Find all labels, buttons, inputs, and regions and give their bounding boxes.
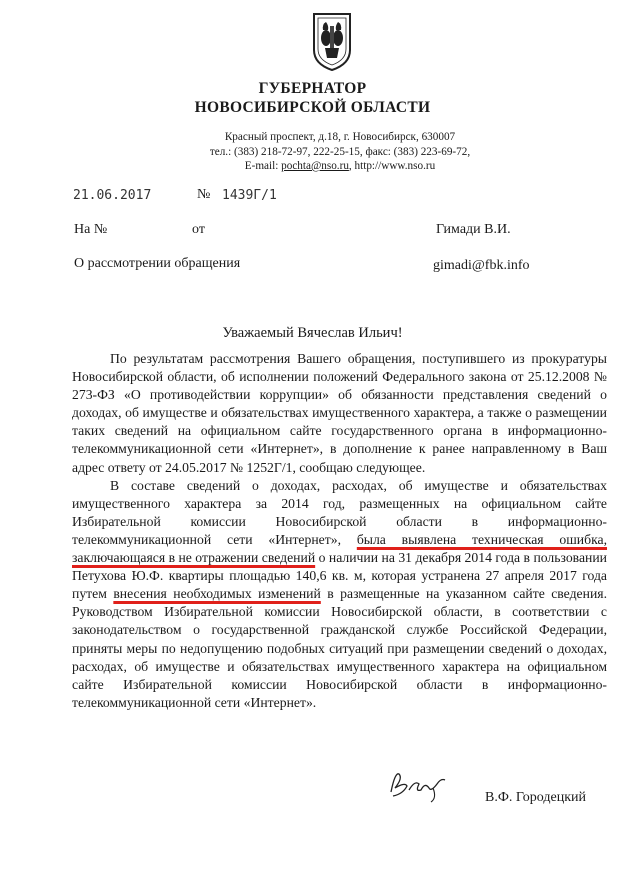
body-paragraph-2 [72, 477, 607, 712]
coat-of-arms-emblem [311, 12, 353, 72]
web-link[interactable]: , http://www.nso.ru [348, 160, 436, 172]
ref-label: На № [74, 222, 108, 237]
body-p2-part-b: о наличии на 31 декабря 2014 года в пользовании Петухова Ю.Ф. квартиры площадью 140,6 кв. м, которая устранена 27 апреля 2017 года путем [72, 550, 608, 602]
highlight-changes-made: внесения необходимых изменений [113, 586, 321, 602]
highlight-technical-error: была выявлена техническая ошибка, заключающаяся в не отражении сведений [72, 531, 608, 566]
handwritten-signature [385, 762, 455, 807]
body-p2-part-a: В составе сведений о доходах, расходах, об имуществе и обязательствах имущественного характера за 2014 год, размещенных на официальном сайте Избирательной комиссии Новосибирской области в информационно-телекоммуникационной сети «Интернет», [72, 477, 607, 547]
header-contacts [190, 130, 490, 174]
email-prefix: E-mail: [244, 160, 282, 172]
signatory-name: В.Ф. Городецкий [485, 790, 586, 805]
email-link[interactable]: pochta@nso.ru [281, 160, 349, 172]
addressee-name: Гимади В.И. [436, 222, 511, 237]
header-title-line2: НОВОСИБИРСКОЙ ОБЛАСТИ [194, 99, 431, 116]
body-p2-part-c: в размещенные на указанном сайте сведения. Руководством Избирательной комиссии Новосибирской области, в соответствии с законодательством о государственной гражданской службе Российской Федерации, приняты меры по недопущению подобных ситуаций при размещении сведений о доходах, расходах, об имуществе и обязательствах имущественного характера на официальном сайте Избирательной комиссии Новосибирской области в информационно-телекоммуникационной сети «Интернет». [72, 586, 607, 710]
from-label: от [192, 222, 205, 237]
email-line [190, 159, 490, 174]
phone-line: тел.: (383) 218-72-97, 222-25-15, факс: (383) 223-69-72, [209, 145, 471, 158]
letter-subject: О рассмотрении обращения [74, 256, 241, 271]
address-line: Красный проспект, д.18, г. Новосибирск, 630007 [224, 131, 456, 143]
letter-number: 1439Г/1 [222, 188, 277, 203]
number-label: № [197, 187, 211, 202]
header-title-line1: ГУБЕРНАТОР [258, 80, 367, 97]
salutation: Уважаемый Вячеслав Ильич! [222, 325, 403, 341]
letter-date: 21.06.2017 [73, 188, 152, 203]
letter-body [72, 350, 607, 712]
addressee-email: gimadi@fbk.info [433, 258, 530, 273]
body-paragraph-1: По результатам рассмотрения Вашего обращения, поступившего из прокуратуры Новосибирской области, об исполнении положений Федерального закона от 25.12.2008 № 273-ФЗ «О противодействии коррупции» об обязанности представления сведений о доходах, об имуществе и обязательствах имущественного характера, а также о размещении таких сведений на официальном сайте государственного органа в информационно-телекоммуникационной сети «Интернет», в дополнение к ранее направленному в Ваш адрес ответу от 24.05.2017 № 1252Г/1, сообщаю следующее. [72, 351, 607, 475]
